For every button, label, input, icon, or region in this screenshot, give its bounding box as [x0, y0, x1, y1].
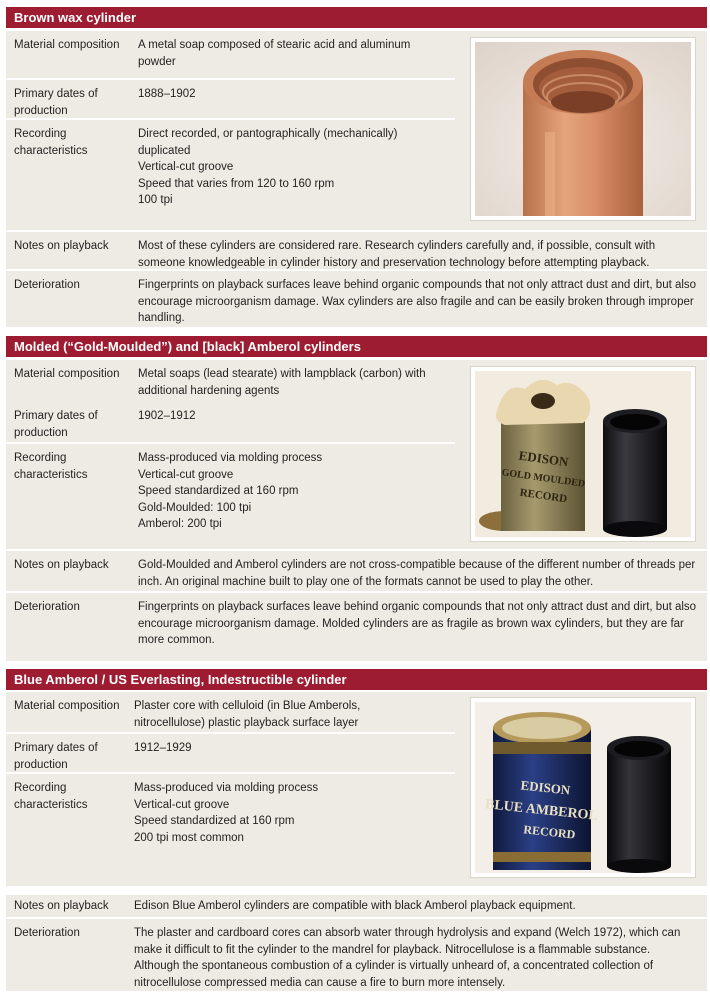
- section-blue-amberol: [6, 669, 707, 991]
- row-playback: [6, 551, 707, 591]
- section-gold-moulded-amberol: [6, 336, 707, 661]
- brown-wax-cylinder-photo: [470, 37, 696, 221]
- section-title: Blue Amberol / US Everlasting, Indestructible cylinder: [6, 669, 707, 690]
- box-label-line: RECORD: [522, 822, 577, 842]
- row-value: Plaster core with celluloid (in Blue Amberols, nitrocellulose) plastic playback surface layer: [134, 700, 361, 729]
- recording-line: Direct recorded, or pantographically (mechanically) duplicated: [138, 128, 398, 157]
- row-dates: [6, 80, 455, 118]
- row-label: Recording characteristics: [14, 452, 88, 481]
- row-value: Most of these cylinders are considered rare. Research cylinders carefully and, if possible, consult with someone knowledgeable in cylinder history and preservation technology before attempting playback.: [138, 240, 656, 269]
- recording-line: Speed that varies from 120 to 160 rpm: [138, 177, 335, 190]
- recording-line: Vertical-cut groove: [138, 161, 234, 173]
- row-material: [6, 692, 455, 732]
- row-playback: [6, 895, 707, 917]
- row-material: [6, 360, 455, 404]
- recording-line: 100 tpi: [138, 194, 173, 206]
- row-value: 1902–1912: [138, 410, 196, 422]
- row-recording: [6, 120, 455, 230]
- row-recording: [6, 774, 455, 886]
- row-playback: [6, 232, 707, 269]
- row-value: 1888–1902: [138, 88, 196, 100]
- row-label: Primary dates of production: [14, 742, 98, 771]
- row-value-list: [134, 780, 445, 846]
- row-value: 1912–1929: [134, 742, 192, 754]
- box-label-line: RECORD: [518, 486, 568, 506]
- section-brown-wax: [6, 7, 707, 327]
- recording-line: 200 tpi most common: [134, 831, 244, 844]
- recording-line: Amberol: 200 tpi: [138, 518, 222, 530]
- row-value: Metal soaps (lead stearate) with lampblack (carbon) with additional hardening agents: [138, 368, 426, 397]
- row-value: Fingerprints on playback surfaces leave behind organic compounds that not only attract dust and dirt, but also encourage microorganism damage. Wax cylinders are also fragile and can be easily broken through improper handling.: [138, 279, 697, 324]
- row-value: Fingerprints on playback surfaces leave behind organic compounds that not only attract dust and dirt, but also encourage microorganism damage. Molded cylinders are as fragile as brown wax cylinders, but they are far more common.: [138, 601, 697, 646]
- recording-line: Vertical-cut groove: [138, 468, 234, 481]
- recording-line: Speed standardized at 160 rpm: [134, 815, 295, 827]
- row-label: Primary dates of production: [14, 410, 98, 439]
- box-label-line: BLUE AMBEROL: [484, 797, 599, 824]
- row-label: Notes on playback: [14, 240, 109, 252]
- recording-line: Gold-Moulded: 100 tpi: [138, 501, 252, 514]
- row-value-list: [138, 450, 445, 533]
- row-label: Material composition: [14, 700, 120, 712]
- row-label: Deterioration: [14, 927, 80, 939]
- row-label: Material composition: [14, 368, 120, 380]
- box-label-line: EDISON: [519, 777, 572, 798]
- row-deterioration: [6, 271, 707, 327]
- row-deterioration: [6, 593, 707, 661]
- row-value: Gold-Moulded and Amberol cylinders are not cross-compatible because of the different number of threads per inch. An original machine built to play one of the formats cannot be used to play the other.: [138, 559, 696, 588]
- box-label-line: GOLD MOULDED: [500, 467, 586, 490]
- gold-moulded-amberol-photo: [470, 366, 696, 542]
- row-value-list: [138, 126, 428, 209]
- row-material: [6, 31, 455, 78]
- row-label: Material composition: [14, 39, 120, 51]
- row-label: Deterioration: [14, 601, 80, 613]
- box-label-line: EDISON: [517, 447, 570, 470]
- recording-line: Speed standardized at 160 rpm: [138, 485, 299, 497]
- row-deterioration: [6, 919, 707, 991]
- row-label: Recording characteristics: [14, 128, 88, 157]
- row-recording: [6, 444, 455, 549]
- row-label: Recording characteristics: [14, 782, 88, 811]
- recording-line: Mass-produced via molding process: [138, 452, 323, 464]
- recording-line: Mass-produced via molding process: [134, 782, 319, 794]
- row-value: A metal soap composed of stearic acid and aluminum powder: [138, 39, 411, 68]
- section-title: Brown wax cylinder: [6, 7, 707, 28]
- blue-amberol-photo: [470, 697, 696, 878]
- row-label: Notes on playback: [14, 559, 109, 571]
- row-dates: [6, 734, 455, 772]
- row-label: Primary dates of production: [14, 88, 98, 117]
- row-label: Deterioration: [14, 279, 80, 291]
- section-title: Molded (“Gold-Moulded”) and [black] Amberol cylinders: [6, 336, 707, 357]
- recording-line: Vertical-cut groove: [134, 798, 230, 811]
- row-value: The plaster and cardboard cores can absorb water through hydrolysis and expand (Welch 1972), which can make it difficult to fit the cylinder to the mandrel for playback. Nitrocellulose is a flammable substance. Although the spontaneous combustion of a cylinder is virtually unheard of, a concentrated collection of nitrocellulose compressed media can cause a fire to burn more intensely.: [134, 927, 681, 989]
- row-label: Notes on playback: [14, 900, 109, 912]
- row-value: Edison Blue Amberol cylinders are compatible with black Amberol playback equipment.: [134, 900, 576, 912]
- row-dates: [6, 402, 455, 442]
